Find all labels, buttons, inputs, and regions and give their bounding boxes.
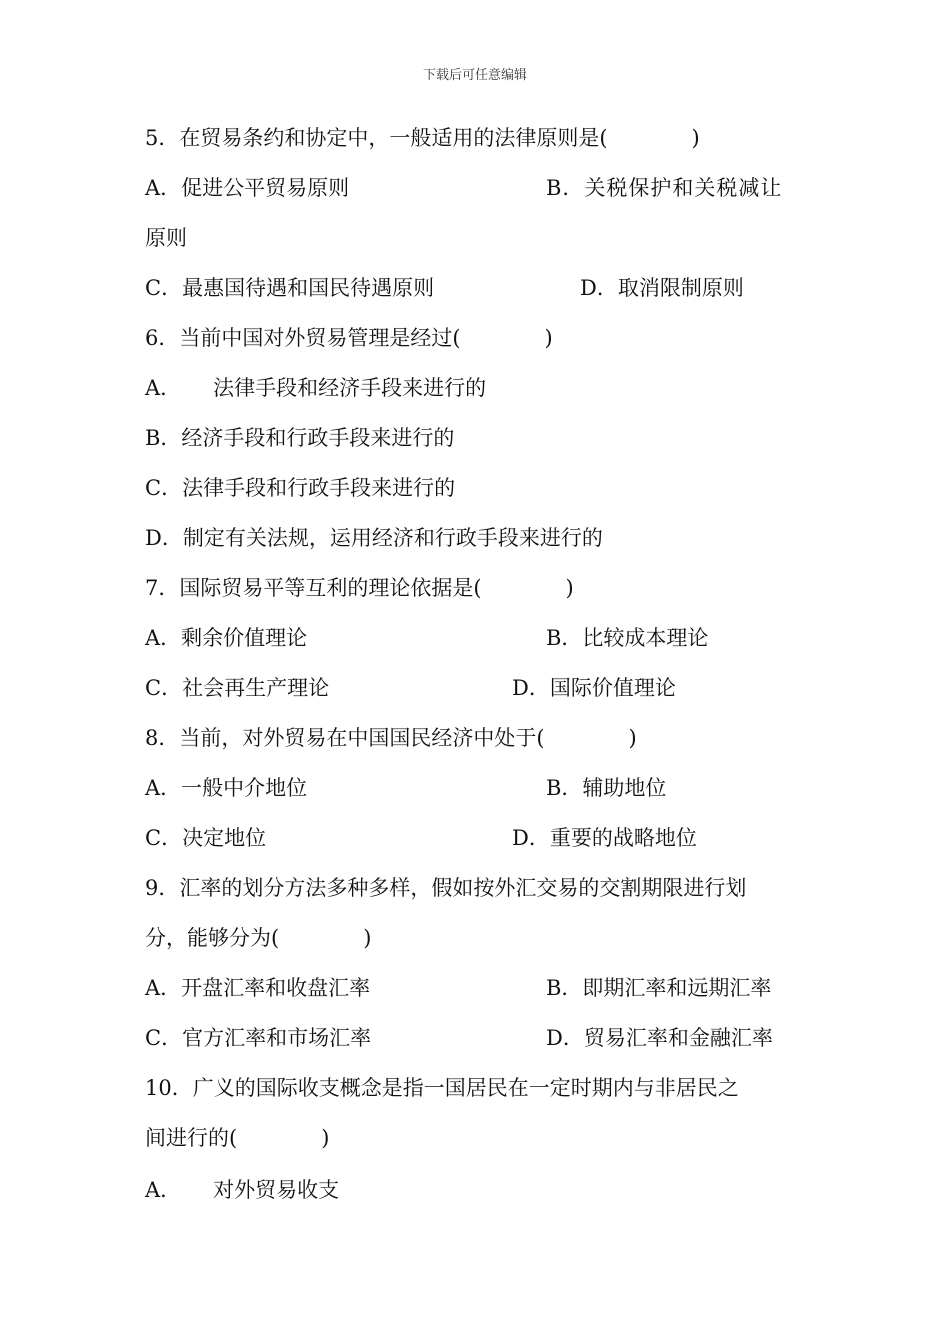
- question-9-option-a: A．开盘汇率和收盘汇率: [145, 976, 371, 1000]
- question-6-option-a-text: 法律手段和经济手段来进行的: [213, 376, 487, 400]
- question-8-stem: 8．当前，对外贸易在中国国民经济中处于( ): [145, 726, 637, 750]
- question-8-option-a: A．一般中介地位: [145, 776, 308, 800]
- question-5-option-b-continued: 原则: [145, 226, 187, 250]
- question-10-stem-line-1: 10．广义的国际收支概念是指一国居民在一定时期内与非居民之: [145, 1076, 739, 1100]
- page-header: 下载后可任意编辑: [422, 68, 527, 83]
- question-10-stem-line-2: 间进行的( ): [145, 1126, 330, 1150]
- question-5-stem: 5．在贸易条约和协定中，一般适用的法律原则是( ): [145, 126, 700, 150]
- question-9-option-d: D．贸易汇率和金融汇率: [546, 1026, 773, 1050]
- question-6-option-a: [145, 374, 486, 402]
- question-10-option-a-text: 对外贸易收支: [213, 1178, 340, 1202]
- question-7-option-d: D．国际价值理论: [512, 676, 676, 700]
- question-6-option-a-label: A．: [145, 376, 182, 400]
- question-7-option-a: A．剩余价值理论: [145, 626, 308, 650]
- question-6-option-b: B．经济手段和行政手段来进行的: [145, 426, 455, 450]
- question-5-option-d: D．取消限制原则: [580, 276, 744, 300]
- question-8-option-d: D．重要的战略地位: [512, 826, 697, 850]
- question-9-option-c: C．官方汇率和市场汇率: [145, 1026, 372, 1050]
- question-5-option-c: C．最惠国待遇和国民待遇原则: [145, 276, 435, 300]
- question-7-stem: 7．国际贸易平等互利的理论依据是( ): [145, 576, 574, 600]
- question-6-option-d: D．制定有关法规，运用经济和行政手段来进行的: [145, 526, 603, 550]
- question-8-option-b: B．辅助地位: [546, 776, 667, 800]
- question-9-stem-line-1: 9．汇率的划分方法多种多样，假如按外汇交易的交割期限进行划: [145, 876, 747, 900]
- question-8-option-c: C．决定地位: [145, 826, 267, 850]
- question-9-option-b: B．即期汇率和远期汇率: [546, 976, 772, 1000]
- question-6-option-c: C．法律手段和行政手段来进行的: [145, 476, 456, 500]
- question-5-option-a: A．促进公平贸易原则: [145, 176, 350, 200]
- question-10-option-a-label: A．: [145, 1178, 182, 1202]
- question-5-option-b: B．关税保护和关税减让: [546, 176, 783, 200]
- question-10-option-a: [145, 1176, 339, 1204]
- question-9-stem-line-2: 分，能够分为( ): [145, 926, 372, 950]
- question-6-stem: 6．当前中国对外贸易管理是经过( ): [145, 326, 553, 350]
- question-7-option-c: C．社会再生产理论: [145, 676, 330, 700]
- question-7-option-b: B．比较成本理论: [546, 626, 709, 650]
